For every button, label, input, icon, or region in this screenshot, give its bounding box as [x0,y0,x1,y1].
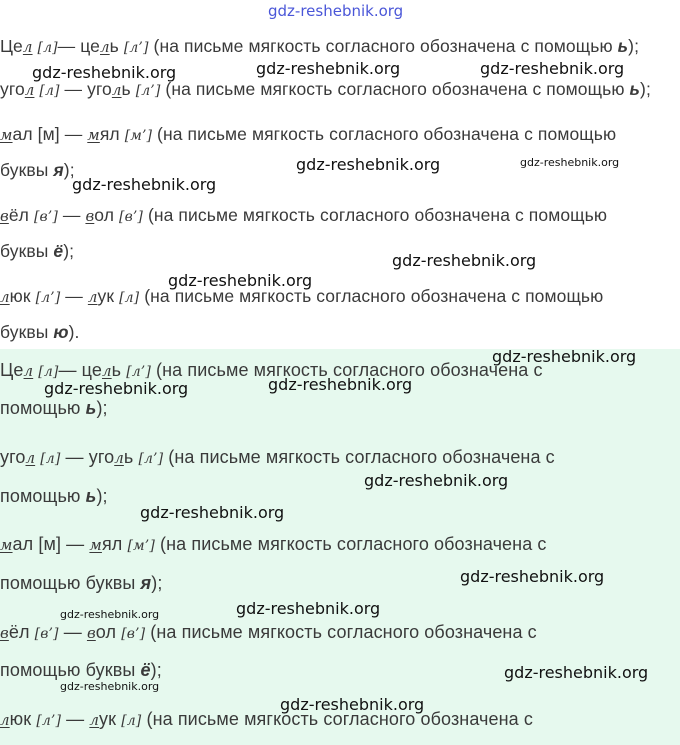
text-line: Цел [л]— цель [л’] (на письме мягкость согласного обозначена с [0,360,543,380]
watermark: gdz-reshebnik.org [140,503,285,522]
watermark: gdz-reshebnik.org [296,155,441,174]
watermark: gdz-reshebnik.org [256,59,401,78]
text-line: буквы я); [0,160,75,180]
watermark: gdz-reshebnik.org [60,680,160,693]
watermark: gdz-reshebnik.org [44,379,189,398]
watermark: gdz-reshebnik.org [504,663,649,682]
watermark: gdz-reshebnik.org [72,175,217,194]
watermark: gdz-reshebnik.org [32,63,177,82]
watermark: gdz-reshebnik.org [168,271,313,290]
watermark: gdz-reshebnik.org [364,471,509,490]
text-line: буквы ё); [0,241,75,261]
watermark: gdz-reshebnik.org [460,567,605,586]
watermark: gdz-reshebnik.org [60,608,160,621]
watermark: gdz-reshebnik.org [480,59,625,78]
watermark: gdz-reshebnik.org [520,156,620,169]
text-line: угол [л] — уголь [л’] (на письме мягкость согласного обозначена с помощью ь); [0,79,651,99]
watermark: gdz-reshebnik.org [280,695,425,714]
text-line: мал [м] — мял [м’] (на письме мягкость согласного обозначена с [0,534,547,554]
text-line: помощью ь); [0,486,108,506]
watermark-top[interactable]: gdz-reshebnik.org [268,2,404,20]
text-line: мал [м] — мял [м’] (на письме мягкость согласного обозначена с помощью [0,124,617,144]
text-line: Цел [л]— цель [л’] (на письме мягкость согласного обозначена с помощью ь); [0,36,640,56]
text-line: вёл [в’] — вол [в’] (на письме мягкость согласного обозначена с [0,622,537,642]
text-line: люк [л’] — лук [л] (на письме мягкость согласного обозначена с [0,709,533,729]
text-line: угол [л] — уголь [л’] (на письме мягкость согласного обозначена с [0,447,555,467]
text-line: помощью буквы ё); [0,660,162,680]
text-line: помощью буквы я); [0,573,163,593]
text-line: люк [л’] — лук [л] (на письме мягкость согласного обозначена с помощью [0,286,604,306]
text-line: помощью ь); [0,398,108,418]
watermark: gdz-reshebnik.org [392,251,537,270]
watermark: gdz-reshebnik.org [268,375,413,394]
watermark: gdz-reshebnik.org [492,347,637,366]
text-line: вёл [в’] — вол [в’] (на письме мягкость согласного обозначена с помощью [0,205,608,225]
text-line: буквы ю). [0,322,80,342]
watermark: gdz-reshebnik.org [236,599,381,618]
